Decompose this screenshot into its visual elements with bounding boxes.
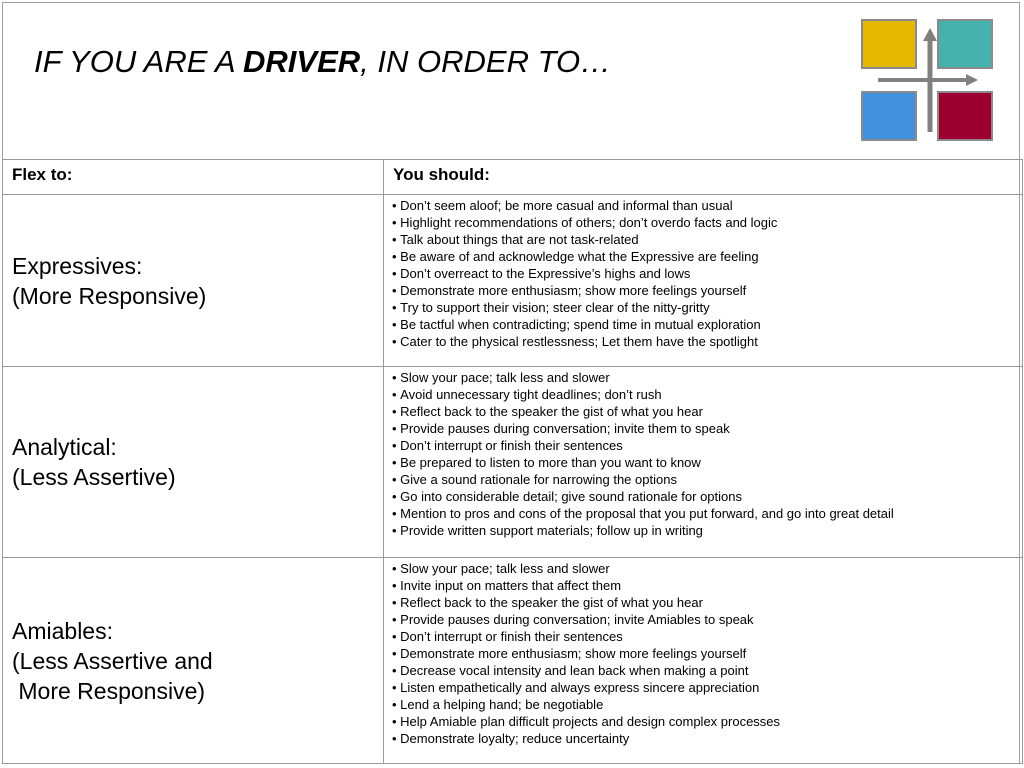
category-line: Analytical:	[12, 434, 117, 460]
tip-item: • Mention to pros and cons of the proposal that you put forward, and go into great detail	[392, 505, 1022, 522]
table-header-row	[3, 160, 1023, 195]
tip-item: • Listen empathetically and always express sincere appreciation	[392, 679, 1022, 696]
tip-item: • Try to support their vision; steer clear of the nitty-gritty	[392, 299, 1022, 316]
table-row	[3, 558, 1023, 764]
tip-item: • Don’t seem aloof; be more casual and informal than usual	[392, 197, 1022, 214]
tip-item: • Provide pauses during conversation; invite them to speak	[392, 420, 1022, 437]
tips-list	[384, 195, 1022, 350]
header-you-should: You should:	[384, 160, 1023, 195]
tip-item: • Avoid unnecessary tight deadlines; don’t rush	[392, 386, 1022, 403]
category-line: More Responsive)	[12, 677, 206, 704]
tip-item: • Don’t interrupt or finish their sentences	[392, 628, 1022, 645]
row-tips	[384, 558, 1023, 764]
tip-item: • Invite input on matters that affect them	[392, 577, 1022, 594]
tip-item: • Reflect back to the speaker the gist of what you hear	[392, 403, 1022, 420]
tip-item: • Be prepared to listen to more than you want to know	[392, 454, 1022, 471]
tip-item: • Lend a helping hand; be negotiable	[392, 696, 1022, 713]
tip-item: • Provide written support materials; follow up in writing	[392, 522, 1022, 539]
flex-table	[2, 159, 1023, 764]
tip-item: • Go into considerable detail; give sound rationale for options	[392, 488, 1022, 505]
tip-item: • Don’t overreact to the Expressive’s highs and lows	[392, 265, 1022, 282]
category-line: Expressives:	[12, 252, 143, 279]
tip-item: • Help Amiable plan difficult projects and design complex processes	[392, 713, 1022, 730]
title-emphasis: DRIVER	[243, 44, 361, 79]
title-suffix: , IN ORDER TO…	[360, 44, 612, 79]
category-line: (Less Assertive and	[12, 647, 213, 674]
tip-item: • Give a sound rationale for narrowing the options	[392, 471, 1022, 488]
social-styles-logo	[858, 16, 1000, 150]
row-category	[3, 367, 384, 558]
tip-item: • Demonstrate loyalty; reduce uncertainty	[392, 730, 1022, 747]
row-category	[3, 195, 384, 367]
tip-item: • Slow your pace; talk less and slower	[392, 560, 1022, 577]
tip-item: • Provide pauses during conversation; invite Amiables to speak	[392, 611, 1022, 628]
tip-item: • Be tactful when contradicting; spend time in mutual exploration	[392, 316, 1022, 333]
title-prefix: IF YOU ARE A	[34, 44, 244, 79]
tip-item: • Slow your pace; talk less and slower	[392, 369, 1022, 386]
row-tips	[384, 367, 1023, 558]
tip-item: • Reflect back to the speaker the gist of what you hear	[392, 594, 1022, 611]
tip-item: • Demonstrate more enthusiasm; show more feelings yourself	[392, 282, 1022, 299]
category-line: (Less Assertive)	[12, 464, 176, 490]
tips-list	[384, 558, 1022, 747]
slide-title	[34, 44, 611, 80]
row-category	[3, 558, 384, 764]
table-row	[3, 367, 1023, 558]
tip-item: • Be aware of and acknowledge what the Expressive are feeling	[392, 248, 1022, 265]
category-line: (More Responsive)	[12, 282, 207, 309]
tip-item: • Highlight recommendations of others; don’t overdo facts and logic	[392, 214, 1022, 231]
logo-arrows-icon	[858, 16, 1000, 150]
tip-item: • Don’t interrupt or finish their sentences	[392, 437, 1022, 454]
table-row	[3, 195, 1023, 367]
tip-item: • Demonstrate more enthusiasm; show more feelings yourself	[392, 645, 1022, 662]
row-tips	[384, 195, 1023, 367]
tips-list	[384, 367, 1022, 539]
tip-item: • Talk about things that are not task-related	[392, 231, 1022, 248]
tip-item: • Decrease vocal intensity and lean back when making a point	[392, 662, 1022, 679]
tip-item: • Cater to the physical restlessness; Let them have the spotlight	[392, 333, 1022, 350]
header-flex-to: Flex to:	[3, 160, 384, 195]
category-line: Amiables:	[12, 617, 113, 644]
